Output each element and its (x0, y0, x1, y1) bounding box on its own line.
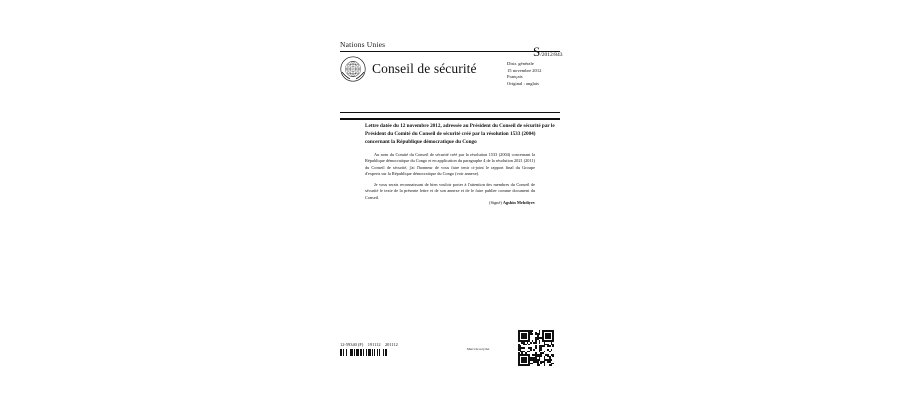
signature-block (365, 200, 535, 205)
letter-body (365, 152, 535, 205)
distribution-line-2: Français (507, 74, 523, 80)
date-code-1: 191112 (367, 342, 381, 347)
page-title: Lettre datée du 12 novembre 2012, adressée au Président du Conseil de sécurité par le Président du Comité du Conseil de sécurité créé par la résolution 1533 (2004) concernant la République démocratique du Congo (365, 123, 555, 146)
header-divider-thick (340, 118, 560, 120)
distribution-line-1: 15 novembre 2012 (507, 67, 542, 73)
footer-codes (340, 342, 398, 347)
distribution-block (507, 61, 541, 88)
recycle-note: Merci de recycler (467, 347, 490, 351)
paragraph-1: Au nom du Comité du Conseil de sécurité créé par la résolution 1533 (2004) concernant la République démocratique du Congo et en application du paragraphe 4 de la résolution 2021 (2011) du Conseil de sécurité, j'ai l'honneur de vous faire tenir ci-joint le rapport final du Groupe d'experts sur la République démocratique du Congo (voir annexe). (365, 152, 535, 177)
un-emblem-icon (340, 56, 366, 82)
organization-name: Nations Unies (340, 40, 386, 49)
paragraph-2: Je vous serais reconnaissant de bien vouloir porter à l'attention des membres du Conseil de sécurité le texte de la présente lettre et de son annexe et de le faire publier comme document du Conseil. (365, 181, 535, 200)
date-code-2: 201112 (384, 342, 398, 347)
document-symbol-suffix: /2012/843 (540, 52, 563, 58)
job-code: 12-59340 (F) (340, 342, 364, 347)
distribution-line-0: Distr. générale (507, 61, 534, 66)
distribution-line-3: Original : anglais (507, 80, 539, 86)
masthead-divider (340, 51, 560, 52)
masthead (340, 40, 560, 52)
document-symbol-prefix: S (533, 44, 541, 59)
organ-title: Conseil de sécurité (372, 61, 477, 76)
page-footer (340, 340, 560, 372)
qr-code-icon (518, 330, 554, 366)
signature-prefix: (Signé) (489, 200, 502, 205)
barcode-icon (340, 349, 388, 356)
header-divider-thin (340, 112, 560, 113)
signature-name: Agshin Mehdiyev (502, 200, 535, 205)
